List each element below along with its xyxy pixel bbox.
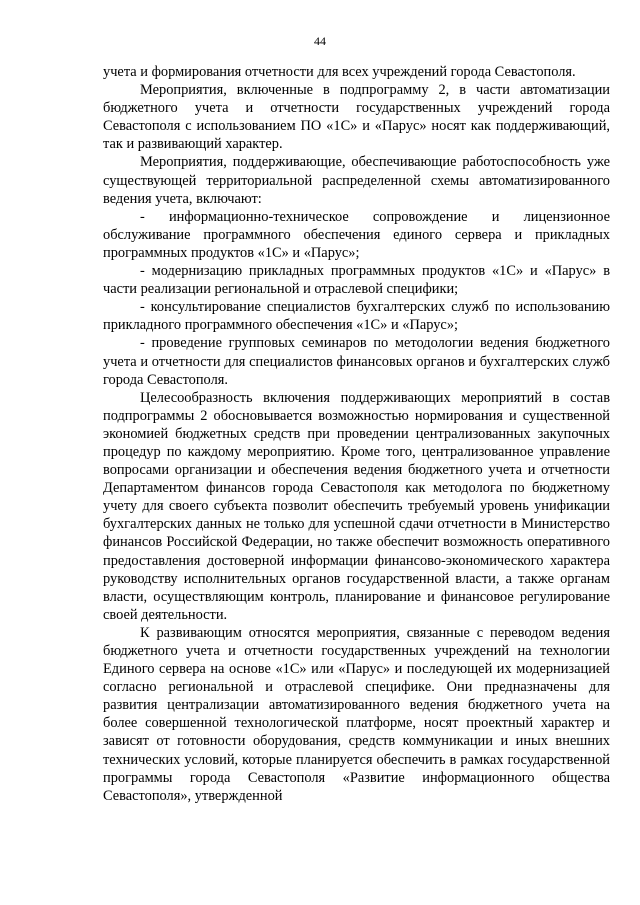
paragraph: - модернизацию прикладных программных продуктов «1С» и «Парус» в части реализации региональной и отраслевой специфики;	[103, 263, 610, 298]
document-body	[103, 63, 610, 805]
paragraph: - консультирование специалистов бухгалтерских служб по использованию прикладного программного обеспечения «1С» и «Парус»;	[103, 299, 610, 334]
paragraph: К развивающим относятся мероприятия, связанные с переводом ведения бюджетного учета и отчетности государственных учреждений на технологии Единого сервера на основе «1С» или «Парус» и последующей их модернизацией согласно региональной и отраслевой специфике. Они предназначены для развития централизации автоматизированного ведения бюджетного учета на более совершенной технологической платформе, носят проектный характер и зависят от готовности оборудования, средств коммуникации и иных внешних технических условий, которые планируется обеспечить в рамках государственной программы города Севастополя «Развитие информационного общества Севастополя», утвержденной	[103, 624, 610, 804]
page-number: 44	[314, 34, 326, 48]
paragraph: учета и формирования отчетности для всех учреждений города Севастополя.	[103, 64, 576, 80]
paragraph: Мероприятия, включенные в подпрограмму 2, в части автоматизации бюджетного учета и отчетности государственных учреждений города Севастополя с использованием ПО «1С» и «Парус» носят как поддерживающий, так и развивающий характер.	[103, 82, 610, 153]
paragraph: Мероприятия, поддерживающие, обеспечивающие работоспособность уже существующей территориальной распределенной схемы автоматизированного ведения учета, включают:	[103, 154, 610, 207]
paragraph: - проведение групповых семинаров по методологии ведения бюджетного учета и отчетности для специалистов финансовых органов и бухгалтерских служб города Севастополя.	[103, 335, 610, 388]
paragraph: - информационно-техническое сопровождение и лицензионное обслуживание программного обеспечения единого сервера и прикладных программных продуктов «1С» и «Парус»;	[103, 208, 610, 261]
paragraph: Целесообразность включения поддерживающих мероприятий в состав подпрограммы 2 обосновывается возможностью нормирования и существенной экономией бюджетных средств при проведении централизованных закупочных процедур по каждому мероприятию. Кроме того, централизованное управление вопросами организации и обеспечения ведения бюджетного учета и отчетности Департаментом финансов города Севастополя как методолога по бюджетному учету для своего субъекта позволит обеспечить требуемый уровень унификации бухгалтерских данных не только для успешной сдачи отчетности в Министерство финансов Российской Федерации, но также обеспечит возможность оперативного предоставления достоверной информации финансово-экономического характера руководству исполнительных органов государственной власти, а также органам власти, осуществляющим контроль, планирование и финансовое регулирование своей деятельности.	[103, 389, 610, 623]
